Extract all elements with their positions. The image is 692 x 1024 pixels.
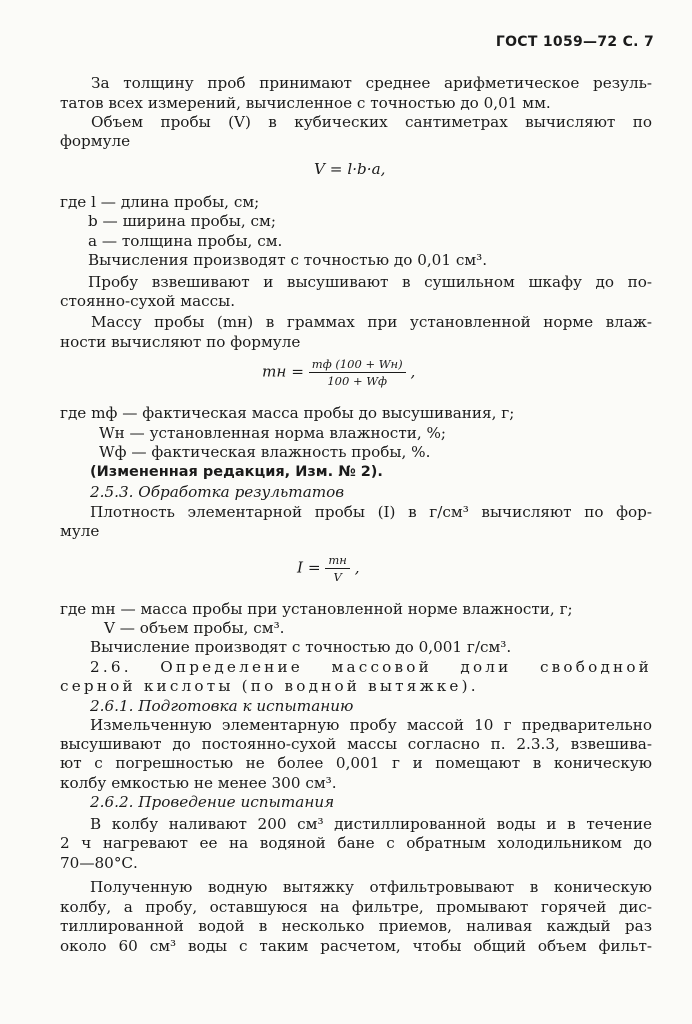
text-line: ности вычисляют по формуле xyxy=(60,333,301,351)
text-line: Wн — установленная норма влажности, %; xyxy=(99,424,447,442)
text-line: Пробу взвешивают и высушивают в сушильном шкафу до по- xyxy=(88,273,652,291)
formula-mass-lhs: mн = xyxy=(262,362,304,381)
text-line: Вычисления производят с точностью до 0,01 см³. xyxy=(88,251,488,269)
text-line: формуле xyxy=(60,132,131,150)
text-line: Массу пробы (mн) в граммах при установленной норме влаж- xyxy=(91,313,652,331)
text-line: колбу, а пробу, оставшуюся на фильтре, промывают горячей дис- xyxy=(60,898,652,916)
formula-density-numerator: mн xyxy=(325,553,349,569)
section-heading: серной кислоты (по водной вытяжке). xyxy=(60,677,479,695)
section-heading: 2.6. Определение массовой доли свободной xyxy=(90,658,652,676)
formula-density-lhs: I = xyxy=(297,558,321,577)
text-line: высушивают до постоянно-сухой массы согласно п. 2.3.3, взвешива- xyxy=(60,735,652,753)
text-line: b — ширина пробы, см; xyxy=(88,212,276,230)
text-line: Полученную водную вытяжку отфильтровывают в коническую xyxy=(90,878,652,896)
text-line: 2 ч нагревают ее на водяной бане с обратным холодильником до xyxy=(60,834,652,852)
formula-volume: V = l·b·a, xyxy=(314,160,386,178)
text-line: За толщину проб принимают среднее арифметическое резуль- xyxy=(91,74,652,92)
text-line: стоянно-сухой массы. xyxy=(60,292,236,310)
section-heading: 2.6.1. Подготовка к испытанию xyxy=(90,697,354,715)
text-line: Wф — фактическая влажность пробы, %. xyxy=(99,443,431,461)
text-line: где mф — фактическая масса пробы до высушивания, г; xyxy=(60,404,515,422)
text-line: Объем пробы (V) в кубических сантиметрах вычисляют по xyxy=(91,113,652,131)
page-header: ГОСТ 1059—72 С. 7 xyxy=(495,34,654,50)
formula-density xyxy=(297,553,360,584)
text-line: Вычисление производят с точностью до 0,001 г/см³. xyxy=(90,638,512,656)
text-line: ют с погрешностью не более 0,001 г и помещают в коническую xyxy=(60,754,652,772)
text-line: около 60 см³ воды с таким расчетом, чтобы общий объем фильт- xyxy=(60,937,652,955)
text-line: V — объем пробы, см³. xyxy=(104,619,285,637)
formula-density-fraction xyxy=(325,553,349,584)
formula-mass-fraction xyxy=(309,357,406,388)
text-line: В колбу наливают 200 см³ дистиллированной воды и в течение xyxy=(90,815,652,833)
formula-mass-tail: , xyxy=(410,362,416,381)
formula-mass-denominator: 100 + Wф xyxy=(327,374,388,388)
formula-mass xyxy=(262,357,415,388)
text-line: a — толщина пробы, см. xyxy=(88,232,283,250)
text-line: 70—80°С. xyxy=(60,854,138,872)
text-line: татов всех измерений, вычисленное с точностью до 0,01 мм. xyxy=(60,94,551,112)
text-line: Измельченную элементарную пробу массой 10 г предварительно xyxy=(90,716,652,734)
text-line: Плотность элементарной пробы (I) в г/см³ вычисляют по фор- xyxy=(90,503,652,521)
formula-density-tail: , xyxy=(354,558,360,577)
text-line: муле xyxy=(60,522,100,540)
section-heading: 2.6.2. Проведение испытания xyxy=(90,793,335,811)
text-line: колбу емкостью не менее 300 см³. xyxy=(60,774,337,792)
text-line: где l — длина пробы, см; xyxy=(60,193,260,211)
formula-density-denominator: V xyxy=(333,570,342,584)
text-line: тиллированной водой в несколько приемов, наливая каждый раз xyxy=(60,917,652,935)
section-heading: 2.5.3. Обработка результатов xyxy=(90,483,345,501)
formula-mass-numerator: mф (100 + Wн) xyxy=(309,357,406,373)
amendment-note: (Измененная редакция, Изм. № 2). xyxy=(90,464,383,480)
text-line: где mн — масса пробы при установленной норме влажности, г; xyxy=(60,600,573,618)
